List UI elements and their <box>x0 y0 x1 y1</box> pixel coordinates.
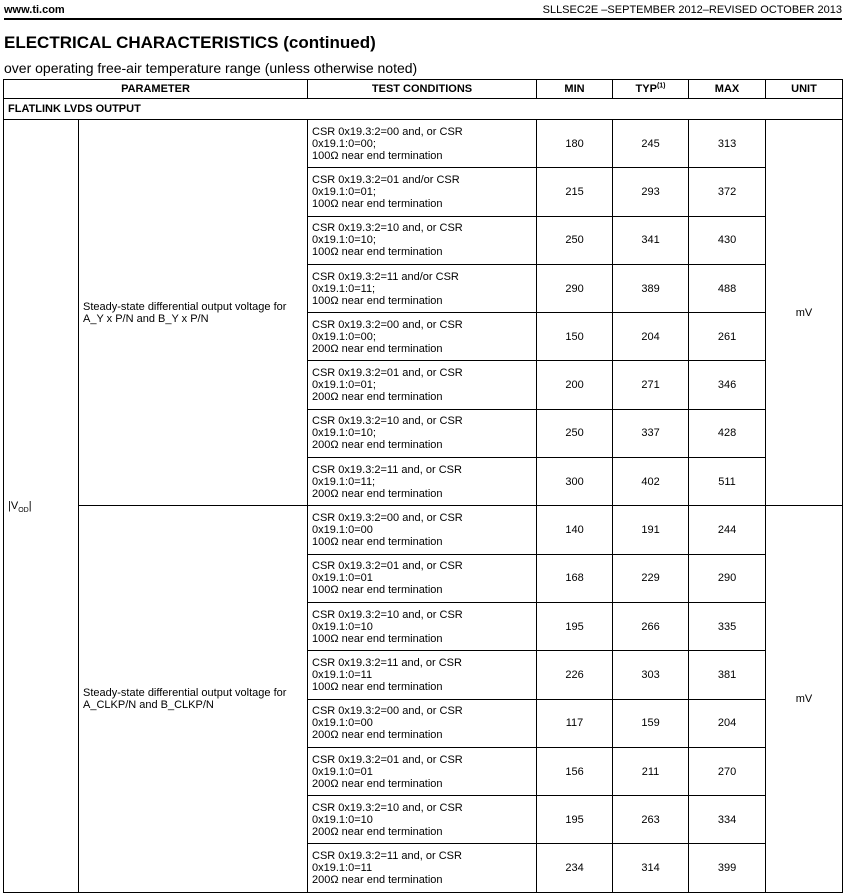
test-condition <box>308 458 537 506</box>
test-condition <box>308 361 537 409</box>
test-condition-line: 0x19.1:0=01 <box>312 765 373 778</box>
test-condition-line: 200Ω near end termination <box>312 439 443 452</box>
section-title: FLATLINK LVDS OUTPUT <box>4 99 843 120</box>
value-max: 290 <box>689 554 766 602</box>
value-max: 346 <box>689 361 766 409</box>
test-condition-line: 200Ω near end termination <box>312 874 443 887</box>
test-condition-line: 200Ω near end termination <box>312 777 443 790</box>
test-condition-line: 0x19.1:0=10 <box>312 620 373 633</box>
value-max: 430 <box>689 216 766 264</box>
test-condition-line: CSR 0x19.3:2=01 and, or CSR <box>312 560 463 573</box>
test-condition-line: 0x19.1:0=10; <box>312 427 376 440</box>
value-max: 244 <box>689 506 766 554</box>
test-condition-line: 0x19.1:0=00 <box>312 524 373 537</box>
test-condition-line: 0x19.1:0=11; <box>312 282 376 295</box>
value-min: 168 <box>537 554 613 602</box>
value-min: 215 <box>537 168 613 216</box>
value-min: 140 <box>537 506 613 554</box>
document-id: SLLSEC2E –SEPTEMBER 2012–REVISED OCTOBER 2013 <box>542 4 842 16</box>
test-condition <box>308 554 537 602</box>
header-typ <box>613 80 689 99</box>
value-max: 381 <box>689 651 766 699</box>
test-condition <box>308 796 537 844</box>
test-condition-line: 0x19.1:0=01; <box>312 379 376 392</box>
test-condition-line: 100Ω near end termination <box>312 632 443 645</box>
test-condition <box>308 699 537 747</box>
value-typ: 337 <box>613 409 689 457</box>
test-condition-line: 200Ω near end termination <box>312 342 443 355</box>
symbol-end: | <box>28 499 32 512</box>
value-typ: 204 <box>613 313 689 361</box>
test-condition-line: CSR 0x19.3:2=01 and/or CSR <box>312 173 460 186</box>
value-typ: 402 <box>613 458 689 506</box>
page-title: ELECTRICAL CHARACTERISTICS (continued) <box>4 33 376 52</box>
test-condition <box>308 120 537 168</box>
test-condition-line: 100Ω near end termination <box>312 197 443 210</box>
test-condition-line: 0x19.1:0=11 <box>312 862 373 875</box>
test-condition-line: CSR 0x19.3:2=00 and, or CSR <box>312 512 463 525</box>
unit-cell: mV <box>766 120 843 506</box>
value-max: 372 <box>689 168 766 216</box>
header-parameter: PARAMETER <box>4 80 308 99</box>
footnote-ref: (1) <box>656 82 666 90</box>
value-max: 270 <box>689 747 766 795</box>
value-min: 290 <box>537 264 613 312</box>
test-condition-line: 100Ω near end termination <box>312 680 443 693</box>
symbol-subscript: OD <box>18 507 29 515</box>
test-condition <box>308 409 537 457</box>
value-typ: 245 <box>613 120 689 168</box>
test-condition-line: CSR 0x19.3:2=01 and, or CSR <box>312 753 463 766</box>
test-condition-line: 0x19.1:0=10 <box>312 813 373 826</box>
test-condition-line: CSR 0x19.3:2=11 and/or CSR <box>312 270 459 283</box>
value-typ: 211 <box>613 747 689 795</box>
value-min: 250 <box>537 216 613 264</box>
value-min: 156 <box>537 747 613 795</box>
value-max: 261 <box>689 313 766 361</box>
test-condition-line: CSR 0x19.3:2=10 and, or CSR <box>312 415 463 428</box>
test-condition <box>308 216 537 264</box>
test-condition <box>308 844 537 892</box>
value-typ: 293 <box>613 168 689 216</box>
test-condition-line: CSR 0x19.3:2=00 and, or CSR <box>312 318 463 331</box>
test-condition-line: 0x19.1:0=00; <box>312 137 376 150</box>
test-condition-line: CSR 0x19.3:2=11 and, or CSR <box>312 656 462 669</box>
header-min: MIN <box>537 80 613 99</box>
symbol-vod <box>4 120 79 893</box>
test-condition-line: 0x19.1:0=00; <box>312 330 376 343</box>
test-condition-line: 100Ω near end termination <box>312 294 443 307</box>
test-condition-line: 100Ω near end termination <box>312 584 443 597</box>
test-condition-line: CSR 0x19.3:2=10 and, or CSR <box>312 222 463 235</box>
value-max: 335 <box>689 602 766 650</box>
value-typ: 266 <box>613 602 689 650</box>
test-condition <box>308 168 537 216</box>
test-condition <box>308 506 537 554</box>
value-min: 180 <box>537 120 613 168</box>
value-max: 313 <box>689 120 766 168</box>
electrical-characteristics-table <box>3 79 843 893</box>
test-condition-line: 100Ω near end termination <box>312 536 443 549</box>
test-condition <box>308 747 537 795</box>
value-typ: 389 <box>613 264 689 312</box>
test-condition-line: CSR 0x19.3:2=10 and, or CSR <box>312 608 463 621</box>
value-typ: 341 <box>613 216 689 264</box>
test-condition-line: 0x19.1:0=10; <box>312 234 376 247</box>
test-condition-line: 200Ω near end termination <box>312 825 443 838</box>
test-condition-line: CSR 0x19.3:2=11 and, or CSR <box>312 463 462 476</box>
page-subtitle: over operating free-air temperature range (unless otherwise noted) <box>4 60 418 76</box>
test-condition <box>308 651 537 699</box>
test-condition-line: 0x19.1:0=01; <box>312 185 376 198</box>
test-condition-line: CSR 0x19.3:2=00 and, or CSR <box>312 125 463 138</box>
value-min: 226 <box>537 651 613 699</box>
value-max: 511 <box>689 458 766 506</box>
test-condition-line: 200Ω near end termination <box>312 391 443 404</box>
test-condition-line: 100Ω near end termination <box>312 246 443 259</box>
value-max: 428 <box>689 409 766 457</box>
test-condition-line: 200Ω near end termination <box>312 729 443 742</box>
header-test-conditions: TEST CONDITIONS <box>308 80 537 99</box>
test-condition-line: 0x19.1:0=11; <box>312 475 376 488</box>
value-min: 195 <box>537 602 613 650</box>
parameter-description: Steady-state differential output voltage for A_Y x P/N and B_Y x P/N <box>79 120 308 506</box>
value-typ: 314 <box>613 844 689 892</box>
test-condition-line: 0x19.1:0=01 <box>312 572 373 585</box>
value-max: 399 <box>689 844 766 892</box>
value-min: 117 <box>537 699 613 747</box>
test-condition-line: 0x19.1:0=11 <box>312 668 373 681</box>
test-condition-line: 100Ω near end termination <box>312 149 443 162</box>
header-typ-label: TYP <box>635 83 657 95</box>
test-condition-line: 200Ω near end termination <box>312 487 443 500</box>
symbol-main: |V <box>8 499 19 512</box>
value-min: 234 <box>537 844 613 892</box>
header-max: MAX <box>689 80 766 99</box>
value-min: 300 <box>537 458 613 506</box>
value-typ: 229 <box>613 554 689 602</box>
page-header <box>4 3 842 20</box>
value-typ: 191 <box>613 506 689 554</box>
test-condition <box>308 313 537 361</box>
value-min: 200 <box>537 361 613 409</box>
value-max: 204 <box>689 699 766 747</box>
test-condition-line: CSR 0x19.3:2=11 and, or CSR <box>312 850 462 863</box>
value-min: 250 <box>537 409 613 457</box>
table-header-row <box>4 80 843 99</box>
test-condition-line: CSR 0x19.3:2=10 and, or CSR <box>312 801 463 814</box>
value-typ: 303 <box>613 651 689 699</box>
table-row <box>4 506 843 554</box>
unit-cell: mV <box>766 506 843 892</box>
test-condition-line: CSR 0x19.3:2=00 and, or CSR <box>312 705 463 718</box>
parameter-description: Steady-state differential output voltage for A_CLKP/N and B_CLKP/N <box>79 506 308 892</box>
test-condition <box>308 264 537 312</box>
test-condition-line: CSR 0x19.3:2=01 and, or CSR <box>312 367 463 380</box>
value-max: 488 <box>689 264 766 312</box>
value-min: 150 <box>537 313 613 361</box>
test-condition <box>308 602 537 650</box>
value-typ: 271 <box>613 361 689 409</box>
table-row <box>4 120 843 168</box>
site-url: www.ti.com <box>4 4 65 16</box>
value-typ: 263 <box>613 796 689 844</box>
value-min: 195 <box>537 796 613 844</box>
value-typ: 159 <box>613 699 689 747</box>
test-condition-line: 0x19.1:0=00 <box>312 717 373 730</box>
header-unit: UNIT <box>766 80 843 99</box>
value-max: 334 <box>689 796 766 844</box>
section-row <box>4 99 843 120</box>
